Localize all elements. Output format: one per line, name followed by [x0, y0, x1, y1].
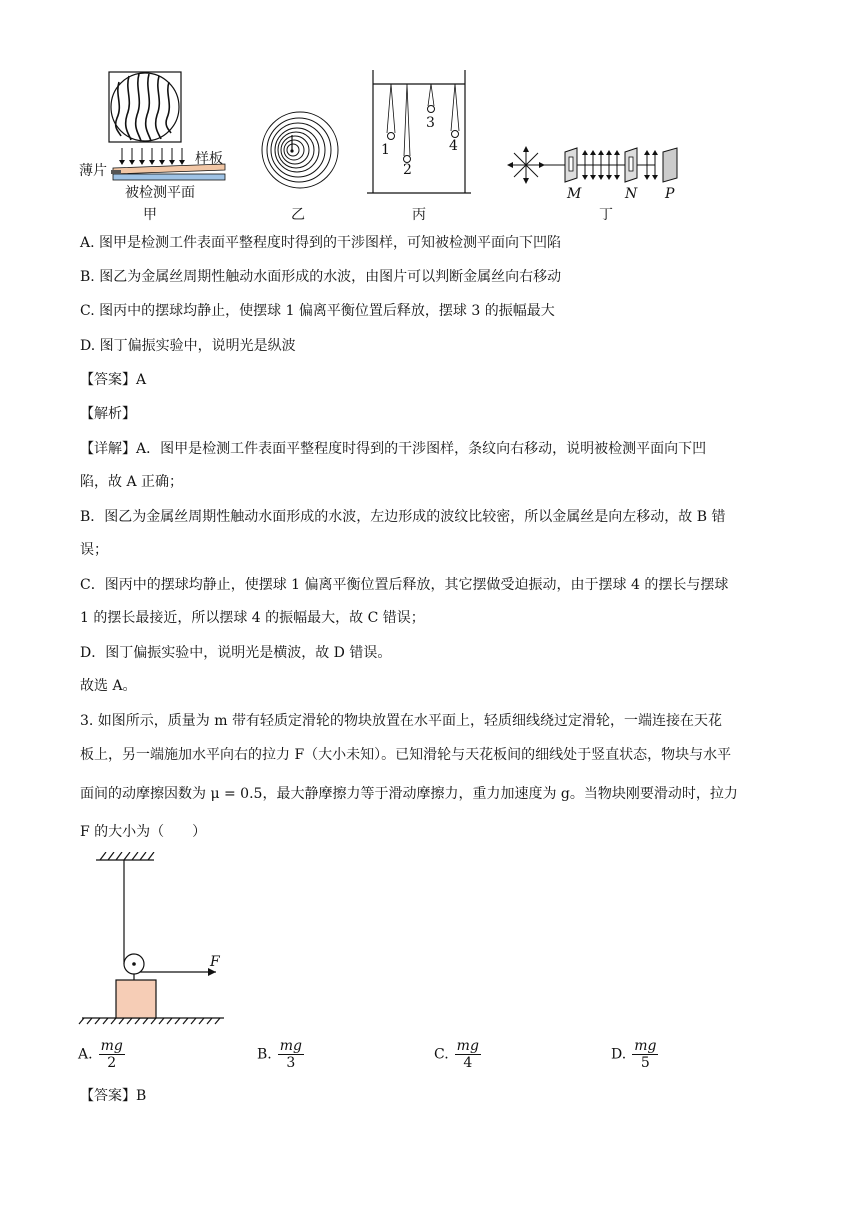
sample-plate-label: 样板 — [195, 151, 223, 167]
question3-line3: 面间的动摩擦因数为 μ = 0.5，最大静摩擦力等于滑动摩擦力，重力加速度为 g。当物块刚要滑动时，拉力 — [80, 786, 738, 802]
answer-label: 【答案】A — [80, 372, 147, 388]
ball-3-label: 3 — [426, 115, 435, 131]
option-c-text: C. 图丙中的摆球均静止，使摆球 1 偏离平衡位置后释放，摆球 3 的振幅最大 — [80, 303, 555, 319]
thin-sheet-label: 薄片 — [79, 163, 107, 179]
choice-d — [611, 1038, 658, 1071]
test-surface-label: 被检测平面 — [125, 185, 195, 201]
detail-b-line1: B．图乙为金属丝周期性触动水面形成的水波，左边形成的波纹比较密，所以金属丝是向左移动，故 B 错 — [80, 509, 726, 525]
ball-2-label: 2 — [403, 162, 412, 178]
polarizer-n-label: N — [625, 186, 638, 202]
figure-caption: 甲 — [143, 207, 157, 223]
option-a-text: A. 图甲是检测工件表面平整程度时得到的干涉图样，可知被检测平面向下凹陷 — [80, 235, 562, 251]
choice-letter: A. — [78, 1046, 93, 1063]
pendulum-diagram — [365, 68, 475, 198]
figure-caption: 乙 — [291, 207, 305, 223]
detail-c-line2: 1 的摆长最接近，所以摆球 4 的振幅最大，故 C 错误； — [80, 610, 425, 626]
choice-fraction: $\frac{mg}{3}$ — [279, 1038, 302, 1071]
analysis-label: 【解析】 — [80, 406, 136, 422]
question3-line4: F 的大小为（ ） — [80, 824, 207, 840]
choice-fraction: $\frac{mg}{5}$ — [634, 1038, 657, 1071]
answer-label: 【答案】B — [80, 1088, 147, 1104]
option-b-text: B. 图乙为金属丝周期性触动水面形成的水波，由图片可以判断金属丝向右移动 — [80, 269, 562, 285]
force-f-label: F — [210, 954, 220, 970]
polarization-diagram — [505, 140, 695, 190]
question3-line1: 3. 如图所示，质量为 m 带有轻质定滑轮的物块放置在水平面上，轻质细线绕过定滑轮，一端连接在天花 — [80, 713, 722, 729]
screen-p-label: P — [665, 186, 675, 202]
detail-d-line: D．图丁偏振实验中，说明光是横波，故 D 错误。 — [80, 645, 392, 661]
choice-b — [257, 1038, 304, 1071]
choice-fraction: $\frac{mg}{2}$ — [100, 1038, 123, 1071]
detail-a-line2: 陷，故 A 正确； — [80, 474, 184, 490]
figure-yi — [255, 105, 345, 223]
figure-ding — [505, 140, 695, 223]
choice-a — [78, 1038, 125, 1071]
detail-a-line1: 【详解】A．图甲是检测工件表面平整程度时得到的干涉图样，条纹向右移动，说明被检测平面向下凹 — [80, 441, 707, 457]
choice-fraction: $\frac{mg}{4}$ — [456, 1038, 479, 1071]
polarizer-m-label: M — [567, 186, 582, 202]
detail-c-line1: C．图丙中的摆球均静止，使摆球 1 偏离平衡位置后释放，其它摆做受迫振动，由于摆球 4 的摆长与摆球 — [80, 577, 729, 593]
figure-caption: 丙 — [412, 207, 426, 223]
choice-letter: D. — [611, 1046, 627, 1063]
choice-letter: C. — [434, 1046, 449, 1063]
choice-letter: B. — [257, 1046, 272, 1063]
option-d-text: D. 图丁偏振实验中，说明光是纵波 — [80, 338, 296, 354]
water-wave-diagram — [255, 105, 345, 195]
detail-b-line2: 误； — [80, 542, 108, 558]
choose-line: 故选 A。 — [80, 678, 137, 694]
ball-1-label: 1 — [381, 142, 390, 158]
figure-caption: 丁 — [599, 207, 613, 223]
figure-jia — [75, 70, 235, 223]
figure-bing — [365, 68, 475, 223]
pulley-diagram — [78, 852, 238, 1032]
choice-c — [434, 1038, 481, 1071]
figure-pulley — [78, 852, 238, 1032]
ball-4-label: 4 — [449, 138, 458, 154]
question3-line2: 板上，另一端施加水平向右的拉力 F（大小未知）。已知滑轮与天花板间的细线处于竖直状态，物块与水平 — [80, 747, 732, 763]
